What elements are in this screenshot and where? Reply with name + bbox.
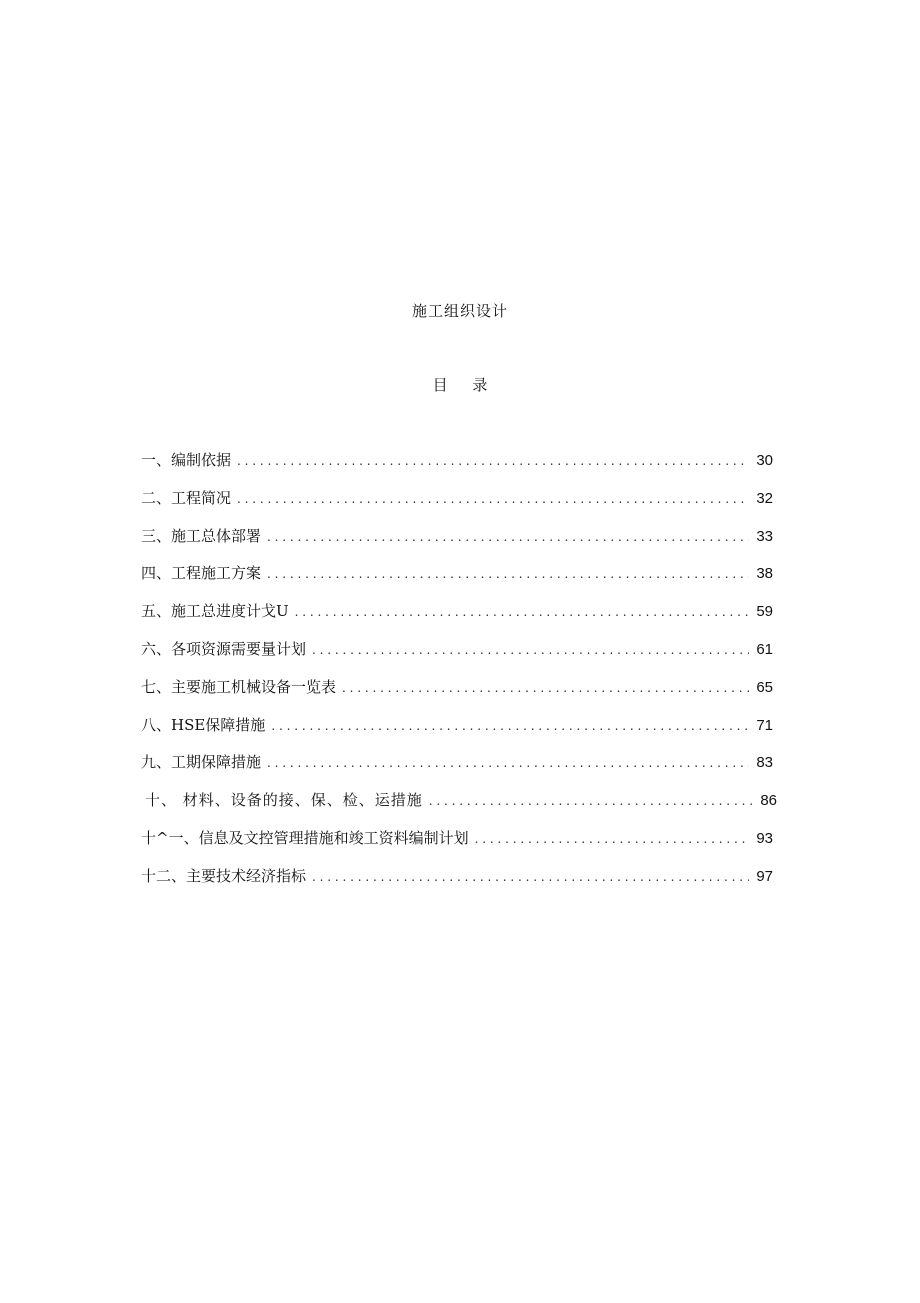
toc-dot-leader	[295, 605, 749, 619]
toc-entry-4[interactable]	[141, 562, 773, 600]
toc-entry-12[interactable]	[141, 865, 773, 903]
toc-entry-page: 32	[756, 489, 773, 507]
toc-entry-11[interactable]	[141, 827, 773, 865]
toc-entry-7[interactable]	[141, 676, 773, 714]
toc-dot-leader	[342, 681, 749, 695]
toc-entry-page: 86	[760, 792, 777, 810]
table-of-contents	[141, 449, 777, 903]
toc-entry-label: 八、HSE保障措施	[141, 715, 266, 734]
toc-entry-2[interactable]	[141, 487, 773, 525]
toc-dot-leader	[312, 870, 749, 884]
toc-entry-page: 30	[756, 452, 773, 469]
toc-entry-page: 65	[756, 678, 773, 696]
toc-entry-label: 一、编制依据	[141, 451, 232, 469]
toc-dot-leader	[267, 567, 749, 581]
toc-dot-leader	[312, 643, 749, 657]
toc-entry-9[interactable]	[141, 751, 773, 789]
toc-entry-label: 二、工程简况	[141, 488, 232, 507]
toc-entry-10[interactable]	[141, 789, 777, 827]
toc-entry-label: 九、工期保障措施	[141, 753, 262, 772]
toc-dot-leader	[267, 530, 749, 544]
toc-entry-page: 97	[756, 867, 773, 885]
toc-entry-page: 61	[756, 640, 773, 658]
toc-entry-page: 93	[756, 829, 773, 847]
toc-dot-leader	[267, 756, 749, 770]
toc-dot-leader	[429, 794, 753, 808]
toc-entry-label: 六、各项资源需要量计划	[141, 639, 307, 658]
toc-entry-3[interactable]	[141, 525, 773, 563]
toc-dot-leader	[271, 719, 749, 733]
toc-dot-leader	[237, 454, 749, 468]
toc-entry-page: 33	[756, 527, 773, 545]
toc-entry-label: 七、主要施工机械设备一览表	[141, 677, 337, 696]
toc-entry-page: 71	[756, 716, 773, 734]
toc-dot-leader	[475, 832, 749, 846]
toc-heading: 目 录	[432, 376, 498, 394]
toc-entry-1[interactable]	[141, 449, 773, 487]
toc-entry-page: 83	[756, 754, 773, 772]
document-title: 施工组织设计	[411, 302, 508, 320]
toc-entry-label: 十^一、信息及文控管理措施和竣工资料编制计划	[141, 828, 469, 847]
toc-entry-5[interactable]	[141, 600, 773, 638]
toc-dot-leader	[237, 492, 749, 506]
toc-entry-6[interactable]	[141, 638, 773, 676]
toc-entry-page: 38	[756, 565, 773, 583]
toc-entry-label: 五、施工总进度计戈U	[141, 602, 289, 621]
toc-entry-label: 四、工程施工方案	[141, 564, 262, 583]
toc-entry-page: 59	[756, 603, 773, 621]
toc-entry-label: 十、 材料、设备的接、保、检、运措施	[145, 791, 423, 810]
toc-entry-8[interactable]	[141, 714, 773, 752]
toc-entry-label: 三、施工总体部署	[141, 526, 262, 545]
toc-entry-label: 十二、主要技术经济指标	[141, 866, 307, 885]
